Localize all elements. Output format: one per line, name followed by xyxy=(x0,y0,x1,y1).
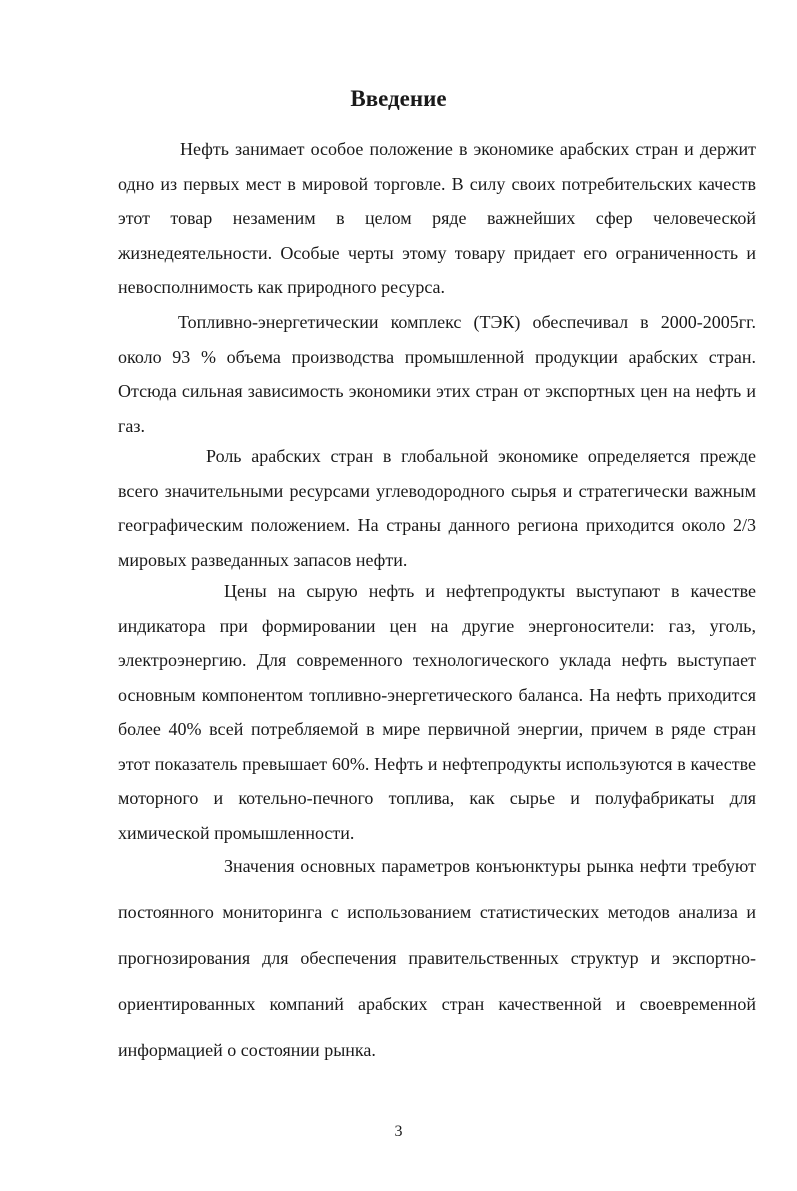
paragraph-market-monitoring: Значения основных параметров конъюнктуры рынка нефти требуют постоянного мониторинга с использованием статистических методов анализа и прогнозирования для обеспечения правительственных структур и экспортно-ориентированных компаний арабских стран качественной и своевременной информацией о состоянии рынка. xyxy=(118,856,756,1060)
paragraph-fuel-energy-complex: Топливно-энергетическии комплекс (ТЭК) обеспечивал в 2000-2005гг. около 93 % объема производства промышленной продукции арабских стран. Отсюда сильная зависимость экономики этих стран от экспортных цен на нефть и газ. xyxy=(118,312,756,436)
paragraph-oil-position: Нефть занимает особое положение в экономике арабских стран и держит одно из первых мест в мировой торговле. В силу своих потребительских качеств этот товар незаменим в целом ряде важнейших сфер человеческой жизнедеятельности. Особые черты этому товару придает его ограниченность и невосполнимость как природного ресурса. xyxy=(118,139,756,297)
paragraph-oil-prices: Цены на сырую нефть и нефтепродукты выступают в качестве индикатора при формировании цен на другие энергоносители: газ, уголь, электроэнергию. Для современного технологического уклада нефть выступает основным компонентом топливно-энергетического баланса. На нефть приходится более 40% всей потребляемой в мире первичной энергии, причем в ряде стран этот показатель превышает 60%. Нефть и нефтепродукты используются в качестве моторного и котельно-печного топлива, как сырье и полуфабрикаты для химической промышленности. xyxy=(118,581,756,843)
page-number: 3 xyxy=(394,1123,403,1140)
page-title: Введение xyxy=(350,86,447,111)
paragraph-arab-role: Роль арабских стран в глобальной экономике определяется прежде всего значительными ресурсами углеводородного сырья и стратегически важным географическим положением. На страны данного региона приходится около 2/3 мировых разведанных запасов нефти. xyxy=(118,446,756,570)
